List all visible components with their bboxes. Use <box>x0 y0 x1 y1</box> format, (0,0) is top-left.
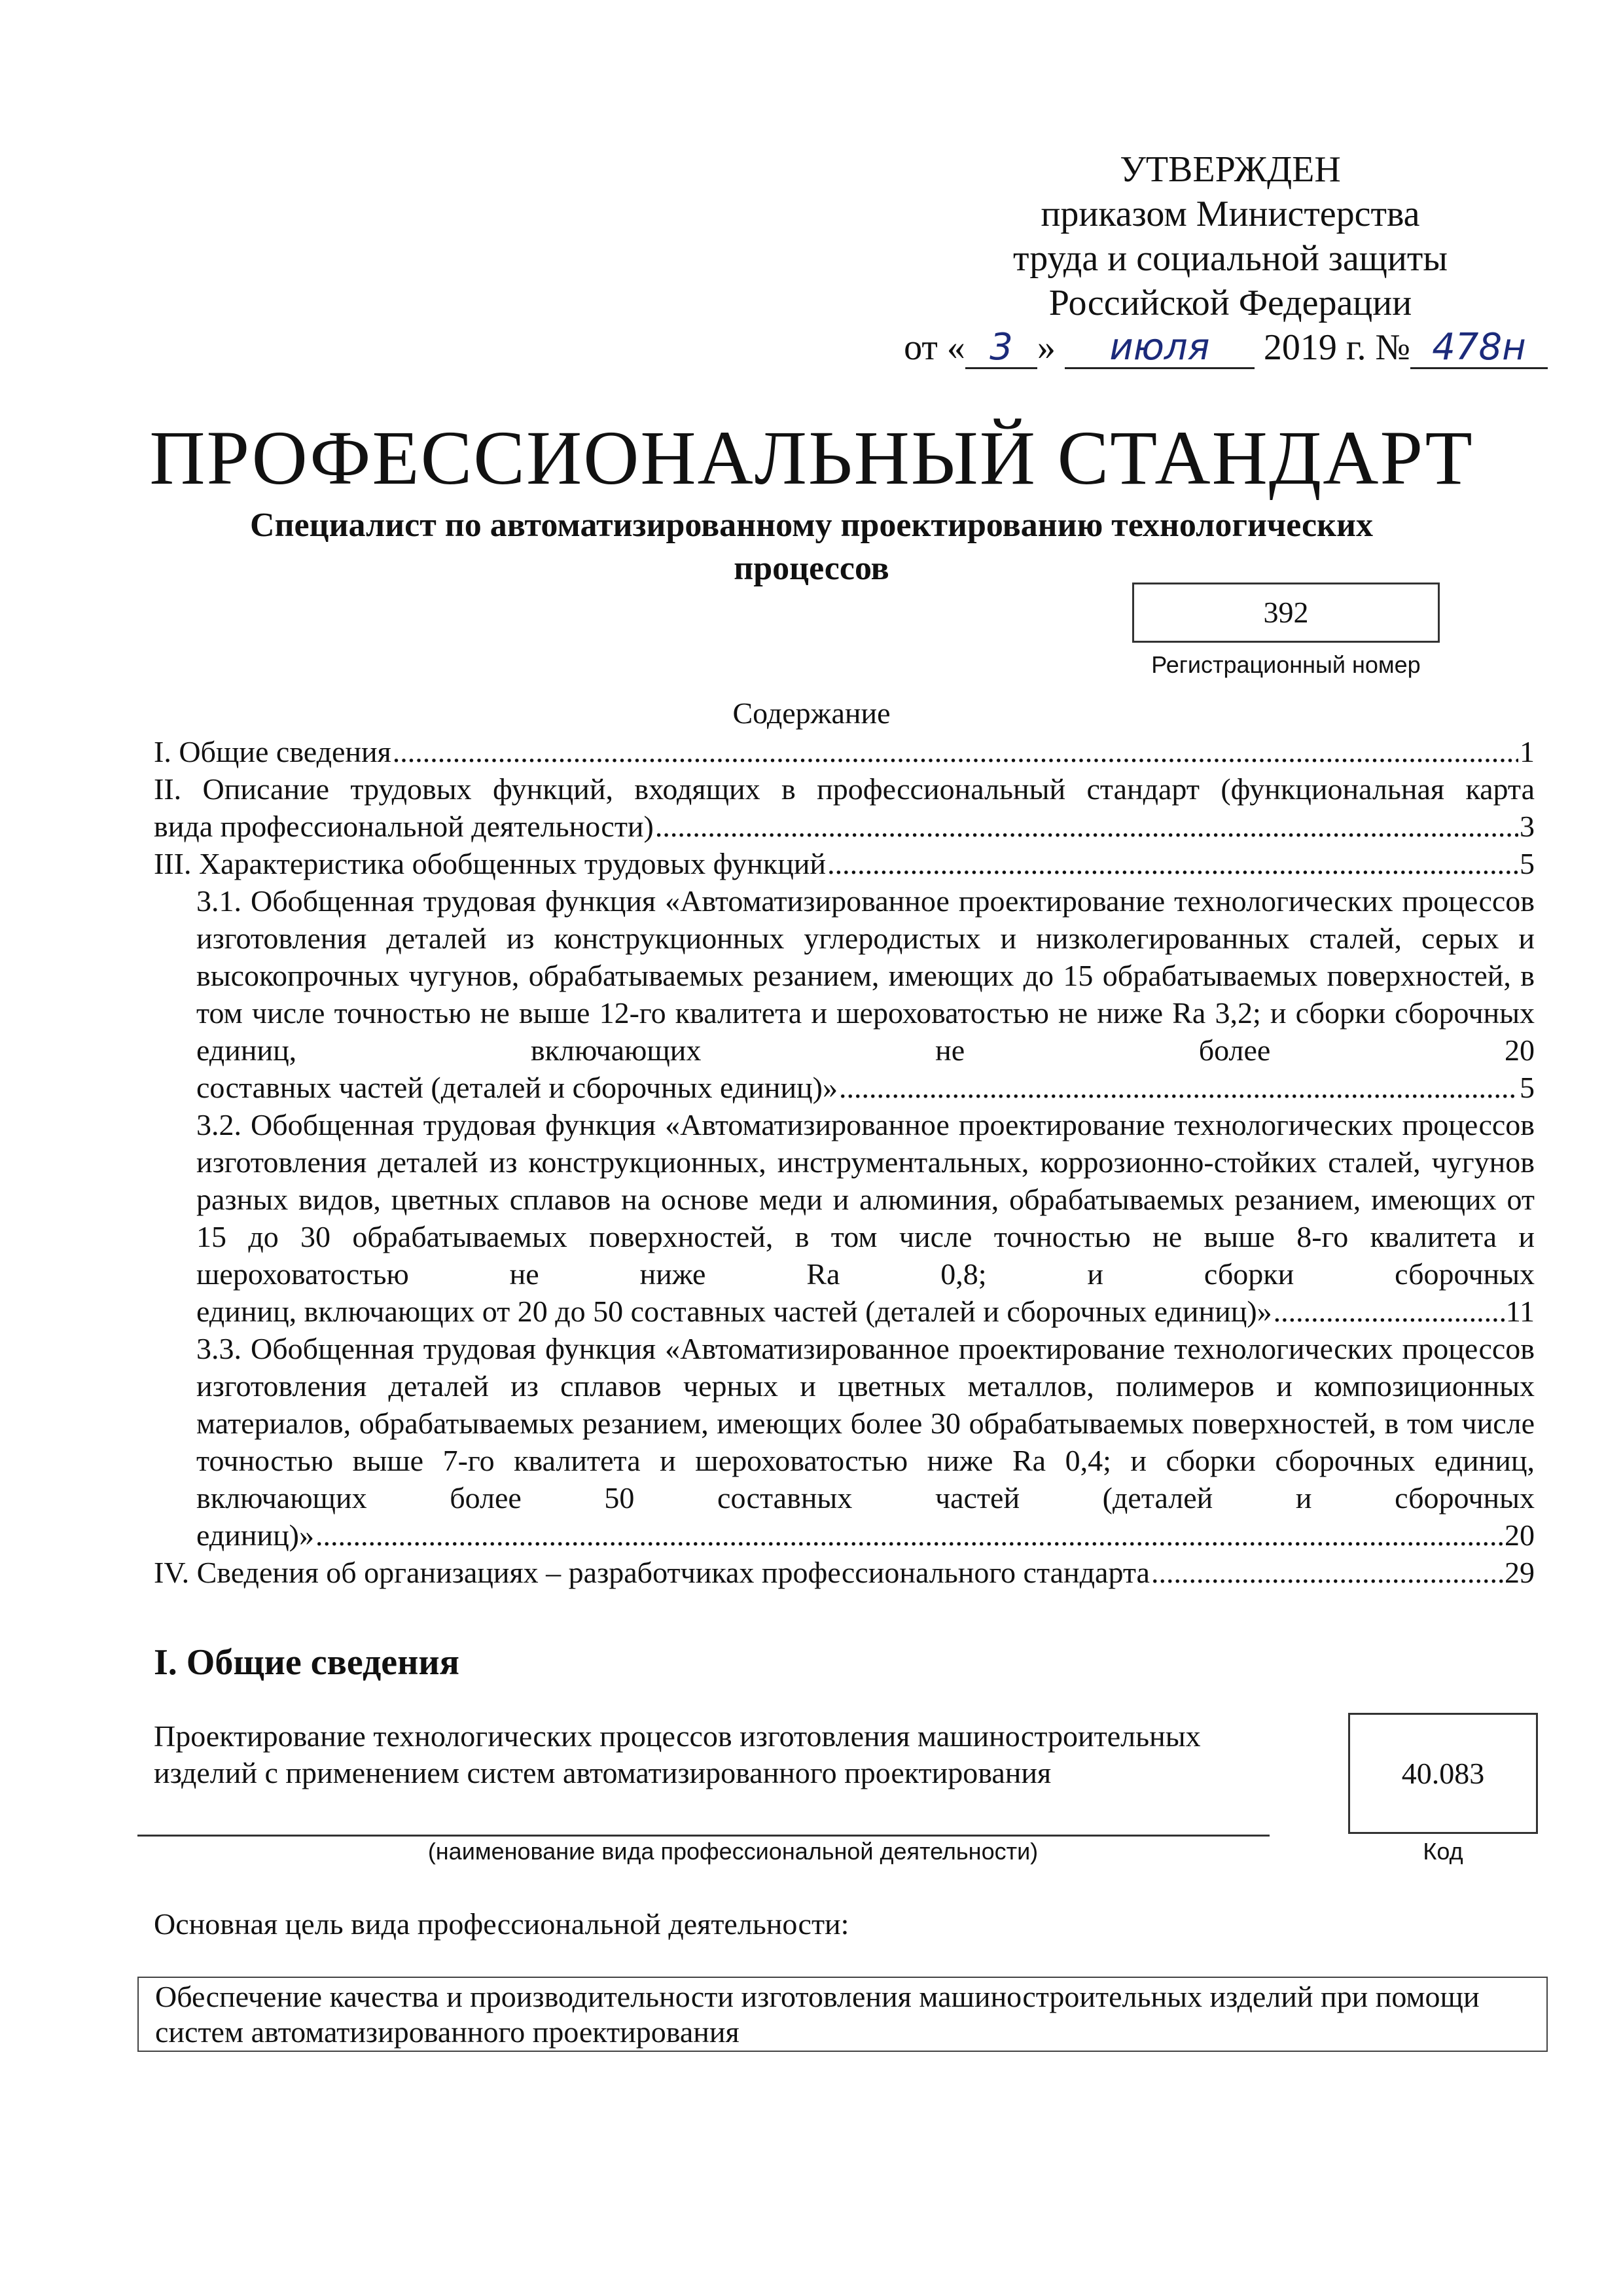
toc-entry[interactable] <box>154 845 1535 882</box>
goal-box: Обеспечение качества и производительности изготовления машиностроительных изделий при помощи систем автоматизированного проектирования <box>137 1977 1548 2052</box>
toc-page-number: 1 <box>1520 735 1535 768</box>
toc-page-number: 5 <box>1520 847 1535 880</box>
activity-code-caption: Код <box>1423 1838 1463 1865</box>
toc-leader <box>827 845 1518 882</box>
approval-line-3: Российской Федерации <box>1048 283 1412 323</box>
toc-entry[interactable] <box>154 770 1535 845</box>
toc-entry[interactable] <box>154 1330 1535 1554</box>
approval-line-2: труда и социальной защиты <box>1013 238 1448 279</box>
toc-entry-text: 3.1. Обобщенная трудовая функция «Автоматизированное проектирование технологических процессов изготовления деталей из конструкционных углеродистых и низколегированных сталей, серых и высокопрочных чугунов, обрабатываемых резанием, имеющих до 15 обрабатываемых поверхностей, в том числе точностью не выше 12-го квалитета и шероховатостью не ниже Ra 3,2; и сборки сборочных единиц, включающих не более 20 <box>196 884 1535 1067</box>
activity-caption: (наименование вида профессиональной деятельности) <box>427 1838 1039 1865</box>
order-year: 2019 г. № <box>1263 327 1410 368</box>
registration-number-label: Регистрационный номер <box>1151 651 1421 678</box>
toc-leader <box>839 1069 1518 1106</box>
toc-entry-text: 3.2. Обобщенная трудовая функция «Автоматизированное проектирование технологических процессов изготовления деталей из конструкционных, инструментальных, коррозионно-стойких сталей, чугунов разных видов, цветных сплавов на основе меди и алюминия, обрабатываемых резанием, имеющих от 15 до 30 обрабатываемых поверхностей, в том числе точностью не выше 8-го квалитета и шероховатостью не ниже Ra 0,8; и сборки сборочных <box>196 1108 1535 1291</box>
toc-entry-title: единиц, включающих от 20 до 50 составных частей (деталей и сборочных единиц)» <box>196 1295 1272 1328</box>
approval-block <box>897 147 1564 370</box>
table-of-contents <box>154 733 1535 1591</box>
toc-entry-text: II. Описание трудовых функций, входящих в профессиональный стандарт (функциональная карта <box>154 772 1535 806</box>
toc-title: Содержание <box>732 696 891 730</box>
section-heading: I. Общие сведения <box>154 1642 459 1683</box>
toc-leader <box>1274 1293 1505 1330</box>
toc-leader <box>315 1516 1503 1554</box>
order-month: июля <box>1065 328 1255 369</box>
order-prefix: от « <box>904 327 965 368</box>
toc-entry-title: III. Характеристика обобщенных трудовых функций <box>154 847 827 880</box>
toc-leader <box>393 733 1518 770</box>
order-day: 3 <box>965 328 1037 369</box>
activity-underline <box>137 1835 1270 1837</box>
activity-name: Проектирование технологических процессов изготовления машиностроительных изделий с применением систем автоматизированного проектирования <box>154 1719 1201 1789</box>
toc-page-number: 5 <box>1520 1071 1535 1104</box>
toc-entry[interactable] <box>154 882 1535 1106</box>
goal-label: Основная цель вида профессиональной деятельности: <box>154 1907 849 1941</box>
toc-entry[interactable] <box>154 733 1535 770</box>
toc-page-number: 3 <box>1520 810 1535 843</box>
document-title: ПРОФЕССИОНАЛЬНЫЙ СТАНДАРТ <box>149 415 1474 501</box>
toc-entry-title: IV. Сведения об организациях – разработчиках профессионального стандарта <box>154 1556 1150 1589</box>
registration-number-box: 392 <box>1132 583 1440 643</box>
toc-entry-title: I. Общие сведения <box>154 735 391 768</box>
toc-entry[interactable] <box>154 1106 1535 1330</box>
toc-leader <box>655 808 1518 845</box>
toc-page-number: 11 <box>1505 1295 1535 1328</box>
approval-line-1: приказом Министерства <box>1041 194 1420 234</box>
order-number: 478н <box>1410 328 1548 369</box>
toc-entry-title: единиц)» <box>196 1518 315 1552</box>
toc-entry-title: вида профессиональной деятельности) <box>154 810 654 843</box>
document-subtitle: Специалист по автоматизированному проектированию технологических процессов <box>250 507 1373 587</box>
toc-entry-title: составных частей (деталей и сборочных единиц)» <box>196 1071 838 1104</box>
order-line <box>897 325 1564 370</box>
toc-page-number: 20 <box>1505 1518 1535 1552</box>
toc-leader <box>1151 1554 1503 1591</box>
approval-title: УТВЕРЖДЕН <box>1120 149 1341 190</box>
toc-entry-text: 3.3. Обобщенная трудовая функция «Автоматизированное проектирование технологических процессов изготовления деталей из сплавов черных и цветных металлов, полимеров и композиционных материалов, обрабатываемых резанием, имеющих более 30 обрабатываемых поверхностей, в том числе точностью выше 7-го квалитета и шероховатостью ниже Ra 0,4; и сборки сборочных единиц, включающих более 50 составных частей (деталей и сборочных <box>196 1332 1535 1515</box>
order-mid: » <box>1037 327 1056 368</box>
toc-page-number: 29 <box>1505 1556 1535 1589</box>
activity-code-box: 40.083 <box>1348 1713 1538 1834</box>
toc-entry[interactable] <box>154 1554 1535 1591</box>
